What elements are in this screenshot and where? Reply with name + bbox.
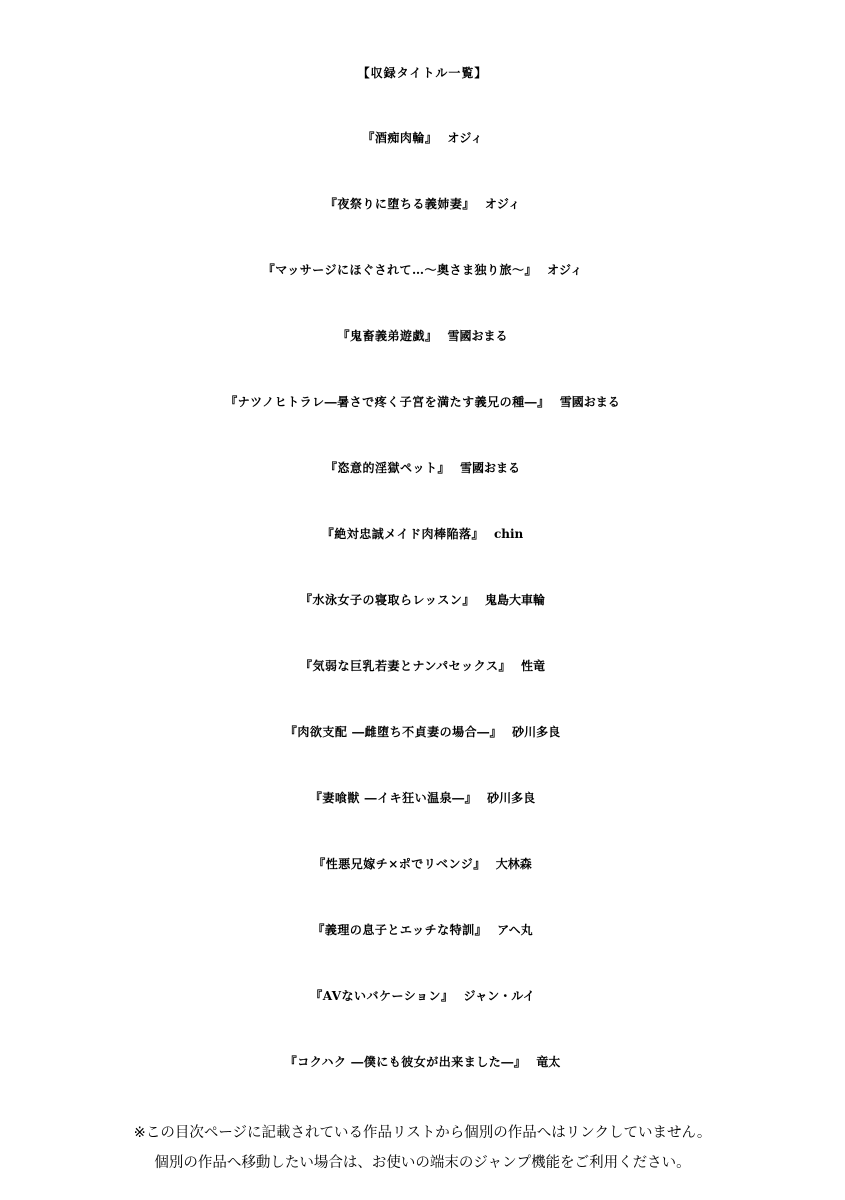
work-title: 『酒痴肉輪』	[362, 131, 438, 145]
link-notice	[0, 1118, 845, 1178]
author-name: オジィ	[447, 131, 483, 145]
toc-entry	[0, 971, 845, 1037]
author-name: 雪國おまる	[559, 395, 620, 409]
toc-entry	[0, 443, 845, 509]
author-name: オジィ	[484, 197, 521, 211]
toc-entry	[0, 509, 845, 575]
work-title: 『AVないバケーション』	[310, 989, 454, 1003]
work-title: 『絶対忠誠メイド肉棒陥落』	[321, 527, 484, 541]
author-name: 鬼島大車輪	[484, 593, 545, 607]
work-title: 『気弱な巨乳若妻とナンパセックス』	[300, 659, 511, 673]
author-name: 雪國おまる	[460, 461, 521, 475]
notice-line-2: 個別の作品へ移動したい場合は、お使いの端末のジャンプ機能をご利用ください。	[154, 1155, 691, 1171]
author-name: オジィ	[547, 263, 583, 277]
work-title: 『肉欲支配 ―雌堕ち不貞妻の場合―』	[284, 725, 503, 739]
toc-entry	[0, 1037, 845, 1103]
toc-entry	[0, 245, 845, 311]
author-name: アヘ丸	[497, 923, 533, 937]
toc-entry	[0, 839, 845, 905]
work-title: 『鬼畜義弟遊戯』	[337, 329, 438, 343]
toc-entry	[0, 773, 845, 839]
work-title: 『妻喰獣 ―イキ狂い温泉―』	[309, 791, 478, 805]
work-title: 『義理の息子とエッチな特訓』	[312, 923, 488, 937]
page-title: 【収録タイトル一覧】	[357, 66, 488, 80]
work-title: 『性悪兄嫁チ×ポでリベンジ』	[313, 857, 486, 871]
author-name: ジャン・ルイ	[463, 989, 535, 1003]
author-name: chin	[493, 527, 524, 541]
toc-entry	[0, 311, 845, 377]
toc-list	[0, 113, 845, 1103]
toc-entry	[0, 905, 845, 971]
work-title: 『マッサージにほぐされて…～奥さま独り旅～』	[262, 263, 537, 277]
toc-entry	[0, 707, 845, 773]
work-title: 『水泳女子の寝取らレッスン』	[300, 593, 475, 607]
toc-entry	[0, 113, 845, 179]
work-title: 『ナツノヒトラレ―暑さで疼く子宮を満たす義兄の種―』	[225, 395, 550, 409]
author-name: 大林森	[495, 857, 532, 871]
notice-line-1: ※この目次ページに記載されている作品リストから個別の作品へはリンクしていません。	[133, 1125, 712, 1141]
author-name: 雪國おまる	[447, 329, 508, 343]
author-name: 砂川多良	[512, 725, 561, 739]
toc-entry	[0, 575, 845, 641]
work-title: 『コクハク ―僕にも彼女が出来ました―』	[284, 1055, 527, 1069]
work-title: 『恣意的淫獄ペット』	[324, 461, 450, 475]
toc-entry	[0, 377, 845, 443]
work-title: 『夜祭りに堕ちる義姉妻』	[324, 197, 475, 211]
author-name: 砂川多良	[487, 791, 536, 805]
toc-entry	[0, 641, 845, 707]
author-name: 性竜	[520, 659, 545, 673]
toc-entry	[0, 179, 845, 245]
author-name: 竜太	[536, 1055, 561, 1069]
